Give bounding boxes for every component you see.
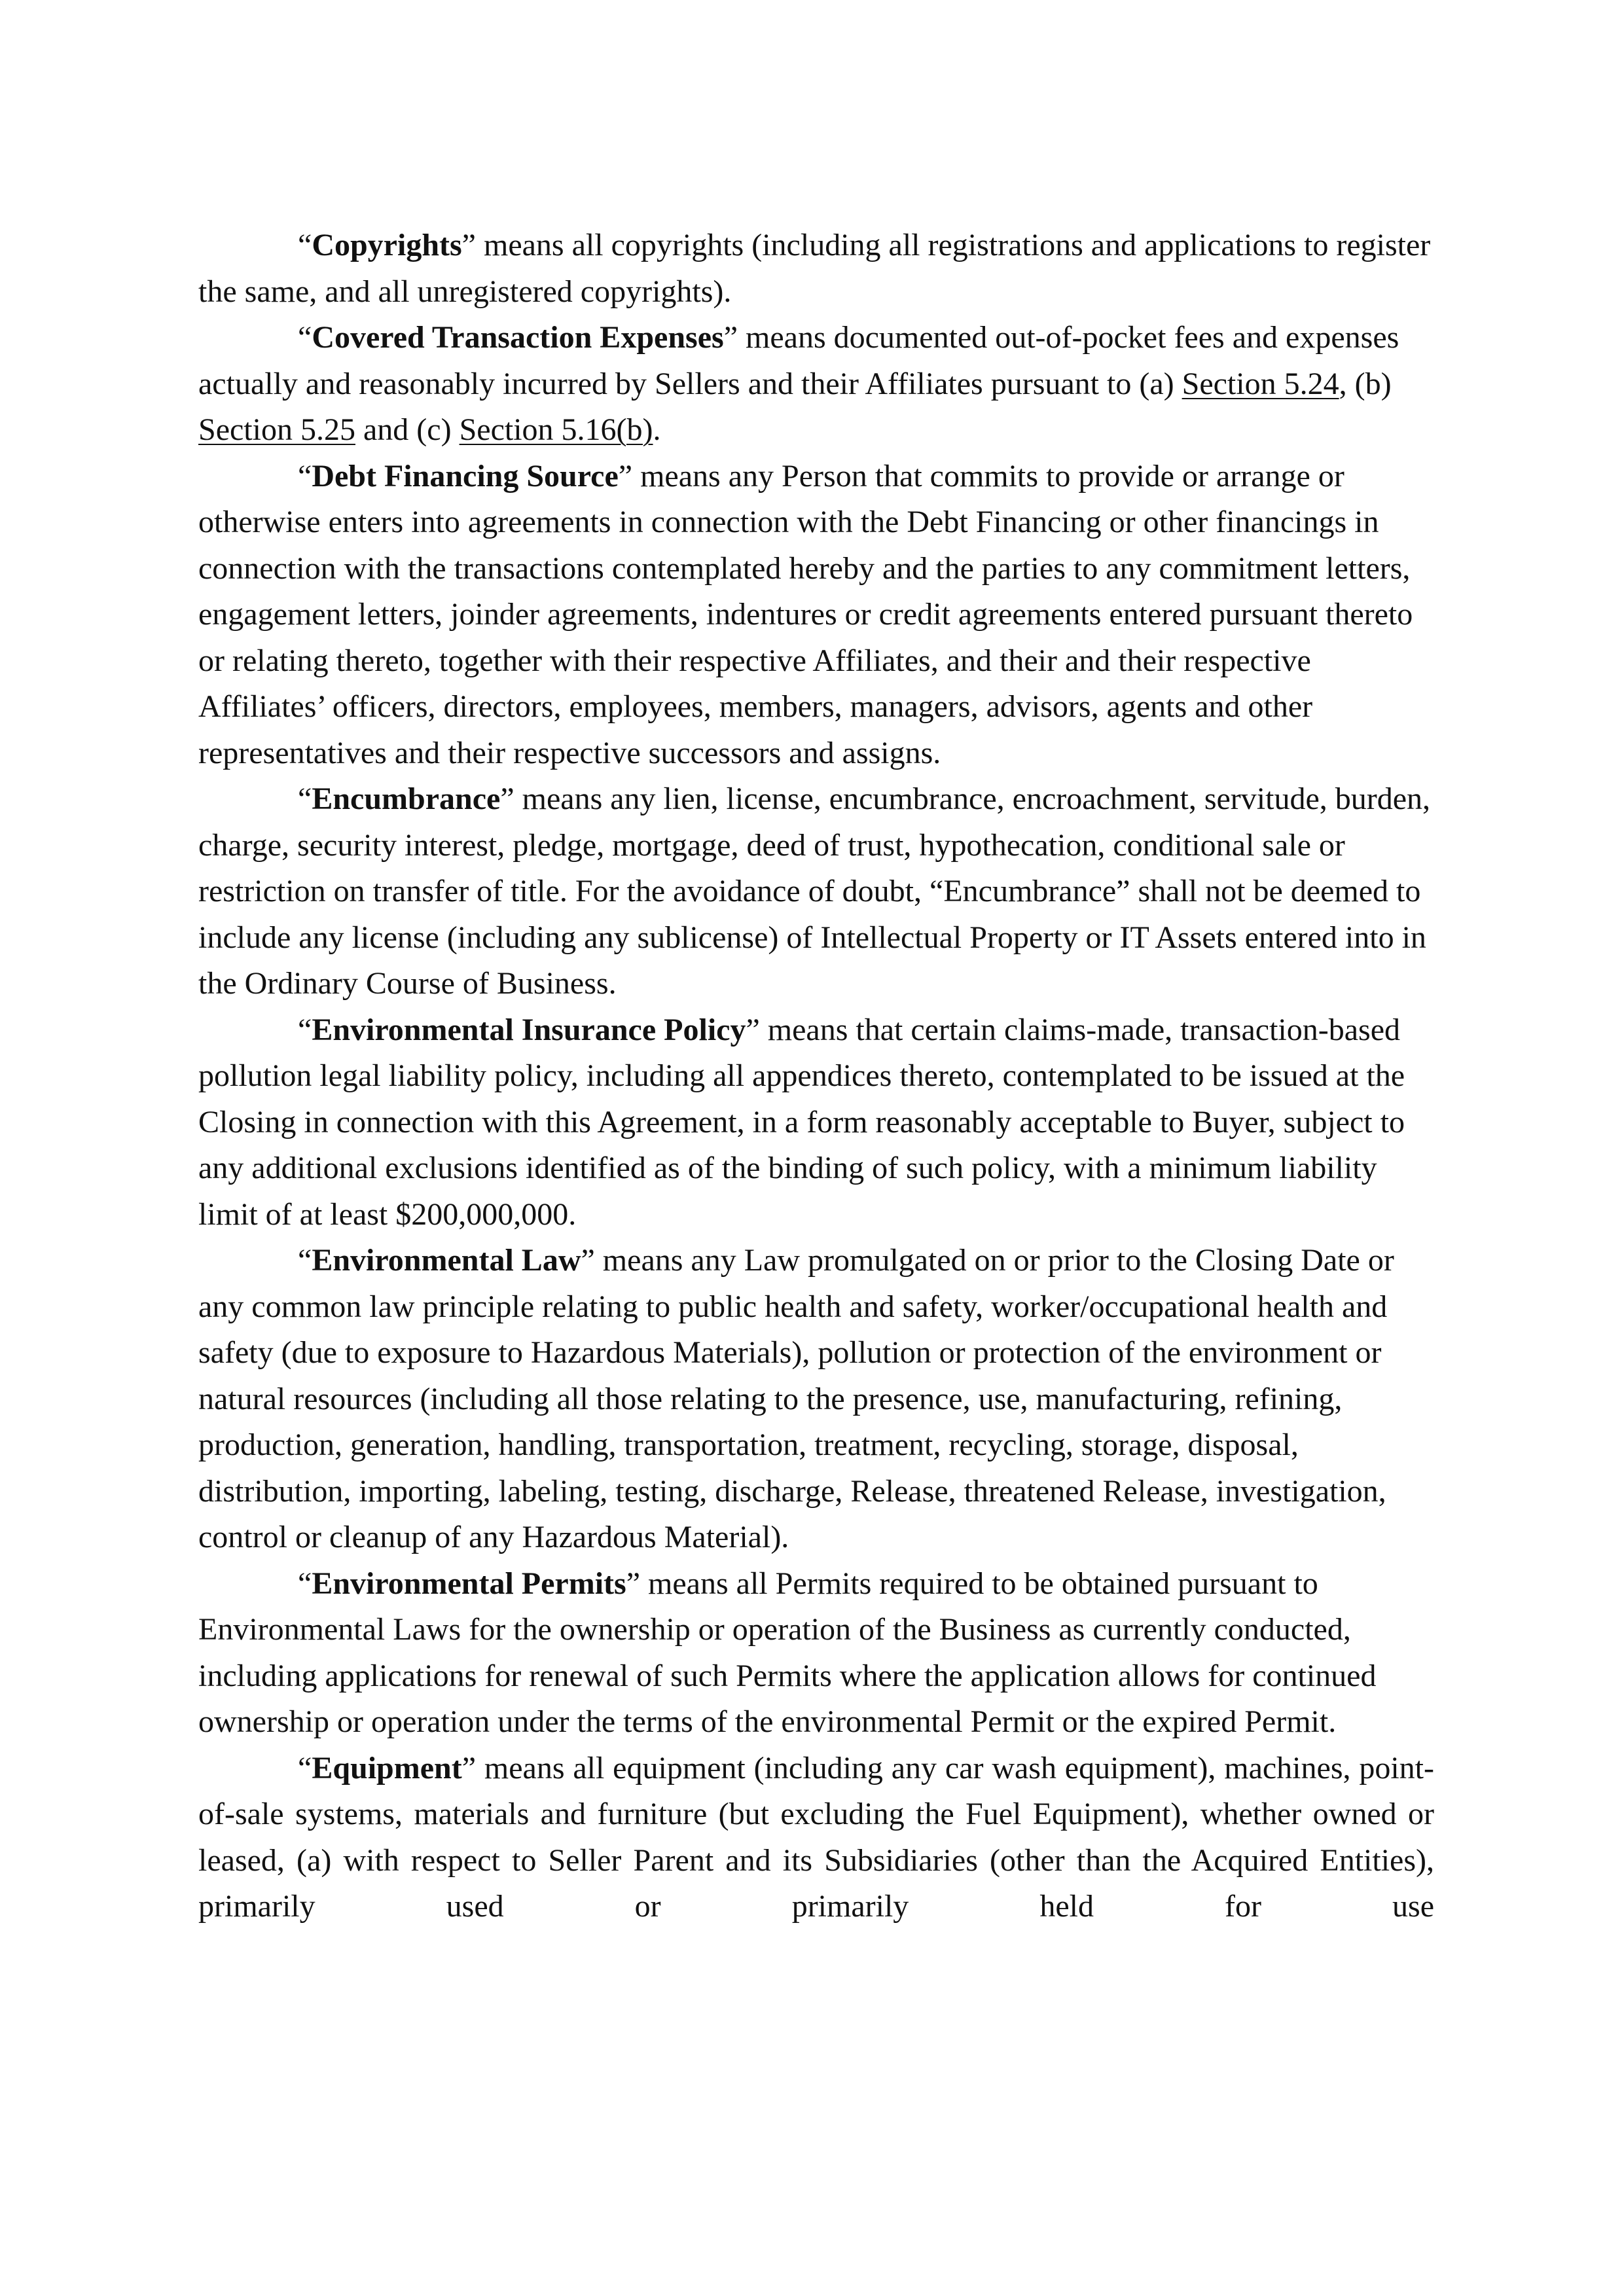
- definition-text: means all copyrights (including all registrations and applications to register the same, and all unregistered copyrights).: [198, 228, 1431, 309]
- definition-environmental-law: “Environmental Law” means any Law promulgated on or prior to the Closing Date or any common law principle relating to public health and safety, worker/occupational health and safety (due to exposure to Hazardous Materials), pollution or protection of the environment or natural resources (including all those relating to the presence, use, manufacturing, refining, production, generation, handling, transportation, treatment, recycling, storage, disposal, distribution, importing, labeling, testing, discharge, Release, threatened Release, investigation, control or cleanup of any Hazardous Material).: [198, 1243, 1394, 1554]
- definition-text: means documented out-of-pocket fees and expenses actually and reasonably incurred by Sellers and their Affiliates pursuant to (a): [198, 320, 1399, 401]
- defined-term: Encumbrance: [312, 781, 501, 816]
- defined-term: Environmental Insurance Policy: [312, 1012, 746, 1047]
- definition-environmental-insurance-policy: “Environmental Insurance Policy” means that certain claims-made, transaction-based pollution legal liability policy, including all appendices thereto, contemplated to be issued at the Closing in connection with this Agreement, in a form reasonably acceptable to Buyer, subject to any additional exclusions identified as of the binding of such policy, with a minimum liability limit of at least $200,000,000.: [198, 1012, 1405, 1232]
- definition-text: means that certain claims-made, transaction-based pollution legal liability policy, including all appendices thereto, contemplated to be issued at the Closing in connection with this Agreement, in a form reasonably acceptable to Buyer, subject to any additional exclusions identified as of the binding of such policy, with a minimum liability limit of at least $200,000,000.: [198, 1012, 1405, 1232]
- defined-term: Copyrights: [312, 228, 462, 262]
- defined-term: Covered Transaction Expenses: [312, 320, 724, 355]
- definition-text: , (b): [1339, 366, 1392, 401]
- section-reference-link[interactable]: Section 5.16(b): [459, 412, 653, 447]
- definition-text: and (c): [363, 412, 452, 447]
- definition-copyrights: “Copyrights” means all copyrights (including all registrations and applications to register the same, and all unregistered copyrights).: [198, 228, 1431, 309]
- definition-text: means any lien, license, encumbrance, encroachment, servitude, burden, charge, security interest, pledge, mortgage, deed of trust, hypothecation, conditional sale or restriction on transfer of title. For the avoidance of doubt, “Encumbrance” shall not be deemed to include any license (including any sublicense) of Intellectual Property or IT Assets entered into in the Ordinary Course of Business.: [198, 781, 1431, 1001]
- definition-debt-financing-source: “Debt Financing Source” means any Person that commits to provide or arrange or otherwise enters into agreements in connection with the Debt Financing or other financings in connection with the transactions contemplated hereby and the parties to any commitment letters, engagement letters, joinder agreements, indentures or credit agreements entered pursuant thereto or relating thereto, together with their respective Affiliates, and their and their respective Affiliates’ officers, directors, employees, members, managers, advisors, agents and other representatives and their respective successors and assigns.: [198, 458, 1413, 770]
- definition-environmental-permits: “Environmental Permits” means all Permits required to be obtained pursuant to Environmental Laws for the ownership or operation of the Business as currently conducted, including applications for renewal of such Permits where the application allows for continued ownership or operation under the terms of the environmental Permit or the expired Permit.: [198, 1566, 1377, 1739]
- defined-term: Environmental Permits: [312, 1566, 626, 1601]
- document-page: [198, 223, 1434, 1930]
- definition-text: means any Law promulgated on or prior to the Closing Date or any common law principle relating to public health and safety, worker/occupational health and safety (due to exposure to Hazardous Materials), pollution or protection of the environment or natural resources (including all those relating to the presence, use, manufacturing, refining, production, generation, handling, transportation, treatment, recycling, storage, disposal, distribution, importing, labeling, testing, discharge, Release, threatened Release, investigation, control or cleanup of any Hazardous Material).: [198, 1243, 1394, 1554]
- definition-equipment: “Equipment” means all equipment (including any car wash equipment), machines, point-of-sale systems, materials and furniture (but excluding the Fuel Equipment), whether owned or leased, (a) with respect to Seller Parent and its Subsidiaries (other than the Acquired Entities), primarily used or primarily held for use: [198, 1750, 1434, 1924]
- definition-text: .: [653, 412, 661, 447]
- definition-text: means all equipment (including any car wash equipment), machines, point-of-sale systems, materials and furniture (but excluding the Fuel Equipment), whether owned or leased, (a) with respect to Seller Parent and its Subsidiaries (other than the Acquired Entities), primarily used or primarily held for use: [198, 1750, 1434, 1924]
- definition-text: means all Permits required to be obtained pursuant to Environmental Laws for the ownership or operation of the Business as currently conducted, including applications for renewal of such Permits where the application allows for continued ownership or operation under the terms of the environmental Permit or the expired Permit.: [198, 1566, 1377, 1739]
- defined-term: Environmental Law: [312, 1243, 581, 1278]
- definition-text: means any Person that commits to provide or arrange or otherwise enters into agreements in connection with the Debt Financing or other financings in connection with the transactions contemplated hereby and the parties to any commitment letters, engagement letters, joinder agreements, indentures or credit agreements entered pursuant thereto or relating thereto, together with their respective Affiliates, and their and their respective Affiliates’ officers, directors, employees, members, managers, advisors, agents and other representatives and their respective successors and assigns.: [198, 458, 1413, 770]
- definition-encumbrance: “Encumbrance” means any lien, license, encumbrance, encroachment, servitude, burden, charge, security interest, pledge, mortgage, deed of trust, hypothecation, conditional sale or restriction on transfer of title. For the avoidance of doubt, “Encumbrance” shall not be deemed to include any license (including any sublicense) of Intellectual Property or IT Assets entered into in the Ordinary Course of Business.: [198, 781, 1431, 1001]
- defined-term: Equipment: [312, 1750, 462, 1785]
- section-reference-link[interactable]: Section 5.24: [1182, 366, 1339, 401]
- definition-covered-transaction-expenses: “Covered Transaction Expenses” means documented out-of-pocket fees and expenses actually and reasonably incurred by Sellers and their Affiliates pursuant to (a) Section 5.24, (b) Section 5.25 and (c) Section 5.16(b).: [198, 320, 1399, 447]
- section-reference-link[interactable]: Section 5.25: [198, 412, 355, 447]
- defined-term: Debt Financing Source: [312, 458, 619, 493]
